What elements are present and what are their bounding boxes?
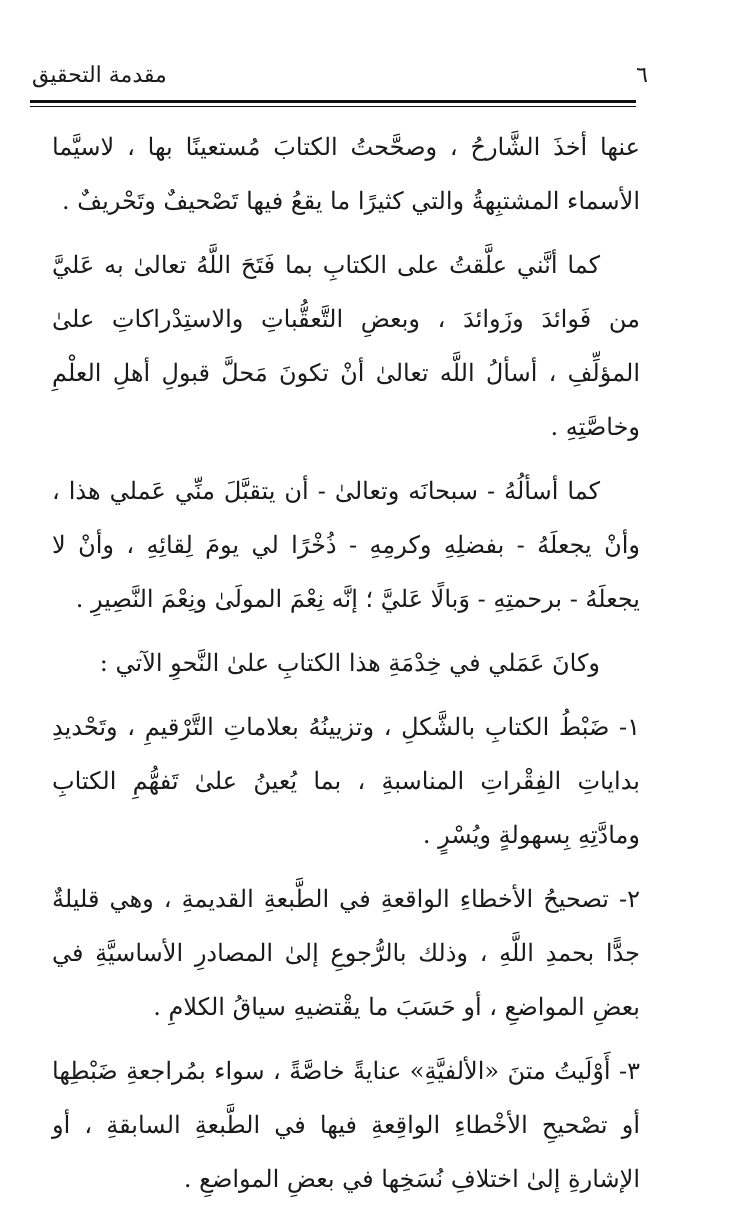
paragraph-supplication: كما أسألُهُ - سبحانَه وتعالىٰ - أن يتقبَّلَ منِّي عَملي هذا ، وأنْ يجعلَهُ - بفضلِهِ وكرمِهِ - ذُخْرًا لي يومَ لِقائِهِ ، وأنْ لا يجعلَهُ - برحمتِهِ - وَبالًا عَليَّ ؛ إنَّه نِعْمَ المولَىٰ ونِعْمَ النَّصِيرِ . xyxy=(52,477,640,613)
body-text xyxy=(52,120,640,1216)
paragraph-annotations: كما أنَّني علَّقتُ على الكتابِ بما فَتَحَ اللَّهُ تعالىٰ به عَليَّ من فَوائدَ وزَوائدَ ، وبعضِ التَّعقُّباتِ والاستِدْراكاتِ علىٰ المؤلِّفِ ، أسألُ اللَّه تعالىٰ أنْ تكونَ مَحلَّ قبولِ أهلِ العلْمِ وخاصَّتِهِ . xyxy=(52,251,640,441)
header-rule-thin xyxy=(30,106,636,107)
paragraph-method-intro: وكانَ عَمَلي في خِدْمَةِ هذا الكتابِ علىٰ النَّحوِ الآتي : xyxy=(99,649,600,677)
running-header xyxy=(32,60,648,100)
list-item-3: ٣- أَوْلَيتُ متنَ «الألفيَّةِ» عنايةً خاصَّةً ، سواء بمُراجعةِ ضَبْطِها أو تصْحيحِ الأخْطاءِ الواقِعةِ فيها في الطَّبعةِ السابقةِ ، أو الإشارةِ إلىٰ اختلافِ نُسَخِها في بعضِ المواضعِ . xyxy=(52,1057,640,1193)
running-title: مقدمة التحقيق xyxy=(32,63,167,88)
paragraph-continuation: عنها أخذَ الشَّارحُ ، وصحَّحتُ الكتابَ مُستعينًا بها ، لاسيَّما الأسماء المشتبِهةُ والتي كثيرًا ما يقعُ فيها تَصْحيفٌ وتَحْريفٌ . xyxy=(52,133,640,215)
list-item-2: ٢- تصحيحُ الأخطاءِ الواقعةِ في الطَّبعةِ القديمةِ ، وهي قليلةٌ جدًّا بحمدِ اللَّهِ ، وذلك بالرُّجوعِ إلىٰ المصادرِ الأساسيَّةِ في بعضِ المواضعِ ، أو حَسَبَ ما يقْتضيهِ سياقُ الكلامِ . xyxy=(52,885,640,1021)
header-rule-thick xyxy=(30,100,636,103)
page-number: ٦ xyxy=(636,63,648,88)
list-item-1: ١- ضَبْطُ الكتابِ بالشَّكلِ ، وتزيينُهُ بعلاماتِ التَّرْقيمِ ، وتَحْديدِ بداياتِ الفِقْراتِ المناسبةِ ، بما يُعينُ علىٰ تَفهُّمِ الكتابِ ومادَّتِهِ بِسهولةٍ ويُسْرٍ . xyxy=(52,713,640,849)
